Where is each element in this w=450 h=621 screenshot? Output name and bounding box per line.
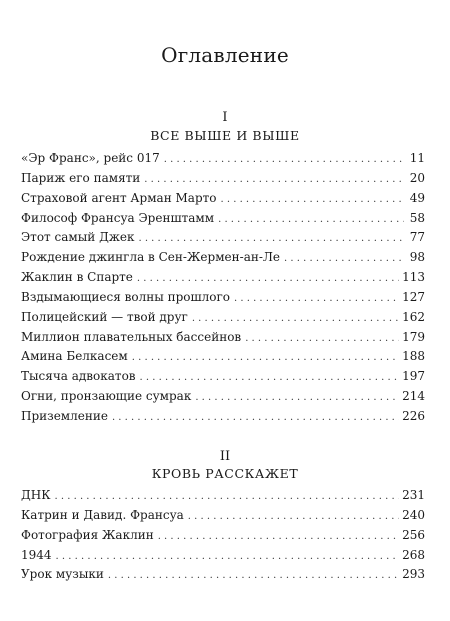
dot-leader xyxy=(108,570,399,581)
dot-leader xyxy=(56,551,400,562)
entry-page-number: 226 xyxy=(402,408,425,423)
dot-leader xyxy=(164,154,404,165)
entry-page-number: 214 xyxy=(402,389,425,404)
dot-leader xyxy=(188,511,399,522)
entry-page-number: 98 xyxy=(409,250,425,265)
part-title: КРОВЬ РАССКАЖЕТ xyxy=(151,466,299,481)
entry-page-number: 268 xyxy=(402,547,425,562)
toc-entry[interactable] xyxy=(21,310,425,330)
entry-label: Урок музыки xyxy=(21,567,104,582)
toc-entry[interactable] xyxy=(21,528,425,548)
entry-page-number: 162 xyxy=(402,309,425,324)
part-entries-list xyxy=(21,488,425,587)
toc-entry[interactable] xyxy=(21,389,425,409)
entry-page-number: 256 xyxy=(402,527,425,542)
dot-leader xyxy=(144,174,404,185)
entry-label: Фотография Жаклин xyxy=(21,527,154,542)
entry-label: Огни, пронзающие сумрак xyxy=(21,389,192,404)
entry-label: ДНК xyxy=(21,488,51,502)
dot-leader xyxy=(192,313,399,324)
toc-entry[interactable] xyxy=(21,488,425,508)
entry-label: «Эр Франс», рейс 017 xyxy=(21,151,160,165)
entry-page-number: 127 xyxy=(402,289,425,304)
entry-label: Катрин и Давид. Франсуа xyxy=(21,507,184,522)
toc-entry[interactable] xyxy=(21,548,425,568)
entry-page-number: 293 xyxy=(402,567,425,582)
dot-leader xyxy=(140,372,400,383)
entry-label: Философ Франсуа Эренштамм xyxy=(21,210,215,225)
dot-leader xyxy=(132,352,399,363)
toc-entry[interactable] xyxy=(21,250,425,270)
toc-entry[interactable] xyxy=(21,369,425,389)
toc-entry[interactable] xyxy=(21,508,425,528)
entry-label: Приземление xyxy=(21,408,108,423)
entry-label: Этот самый Джек xyxy=(21,230,135,245)
part-entries-list xyxy=(21,151,425,429)
dot-leader xyxy=(284,253,404,264)
dot-leader xyxy=(55,491,400,502)
dot-leader xyxy=(137,273,399,284)
dot-leader xyxy=(245,333,399,344)
toc-entry[interactable] xyxy=(21,211,425,231)
entry-label: Страховой агент Арман Марто xyxy=(21,190,217,205)
toc-entry[interactable] xyxy=(21,191,425,211)
dot-leader xyxy=(234,293,399,304)
entry-label: Жаклин в Спарте xyxy=(21,270,133,285)
entry-label: Амина Белкасем xyxy=(21,349,128,364)
toc-entry[interactable] xyxy=(21,171,425,191)
part-title: ВСЕ ВЫШЕ И ВЫШЕ xyxy=(150,128,300,143)
toc-entry[interactable] xyxy=(21,349,425,369)
entry-page-number: 77 xyxy=(409,230,425,245)
dot-leader xyxy=(138,233,404,244)
entry-page-number: 20 xyxy=(409,170,425,185)
entry-label: Миллион плавательных бассейнов xyxy=(21,329,242,344)
dot-leader xyxy=(195,392,399,403)
dot-leader xyxy=(158,531,399,542)
entry-page-number: 11 xyxy=(409,151,425,165)
entry-label: Рождение джингла в Сен-Жермен-ан-Ле xyxy=(21,250,281,265)
entry-page-number: 179 xyxy=(402,329,425,344)
entry-label: Вздымающиеся волны прошлого xyxy=(21,289,230,304)
entry-page-number: 197 xyxy=(402,369,425,384)
toc-entry[interactable] xyxy=(21,409,425,429)
part-numeral: II xyxy=(219,449,231,464)
toc-entry[interactable] xyxy=(21,330,425,350)
part-numeral: I xyxy=(222,110,228,125)
page-title: Оглавление xyxy=(161,43,289,67)
entry-page-number: 240 xyxy=(402,507,425,522)
entry-page-number: 188 xyxy=(402,349,425,364)
entry-page-number: 231 xyxy=(402,488,425,502)
entry-label: Полицейский — твой друг xyxy=(21,309,188,324)
entry-label: Тысяча адвокатов xyxy=(21,369,136,384)
entry-page-number: 58 xyxy=(409,210,425,225)
dot-leader xyxy=(221,194,405,205)
entry-page-number: 49 xyxy=(409,190,425,205)
toc-entry[interactable] xyxy=(21,567,425,587)
toc-entry[interactable] xyxy=(21,151,425,171)
toc-entry[interactable] xyxy=(21,270,425,290)
entry-label: Париж его памяти xyxy=(21,170,141,185)
entry-label: 1944 xyxy=(21,547,52,562)
entry-page-number: 113 xyxy=(402,270,425,285)
dot-leader xyxy=(112,412,399,423)
toc-entry[interactable] xyxy=(21,230,425,250)
dot-leader xyxy=(218,214,404,225)
toc-entry[interactable] xyxy=(21,290,425,310)
